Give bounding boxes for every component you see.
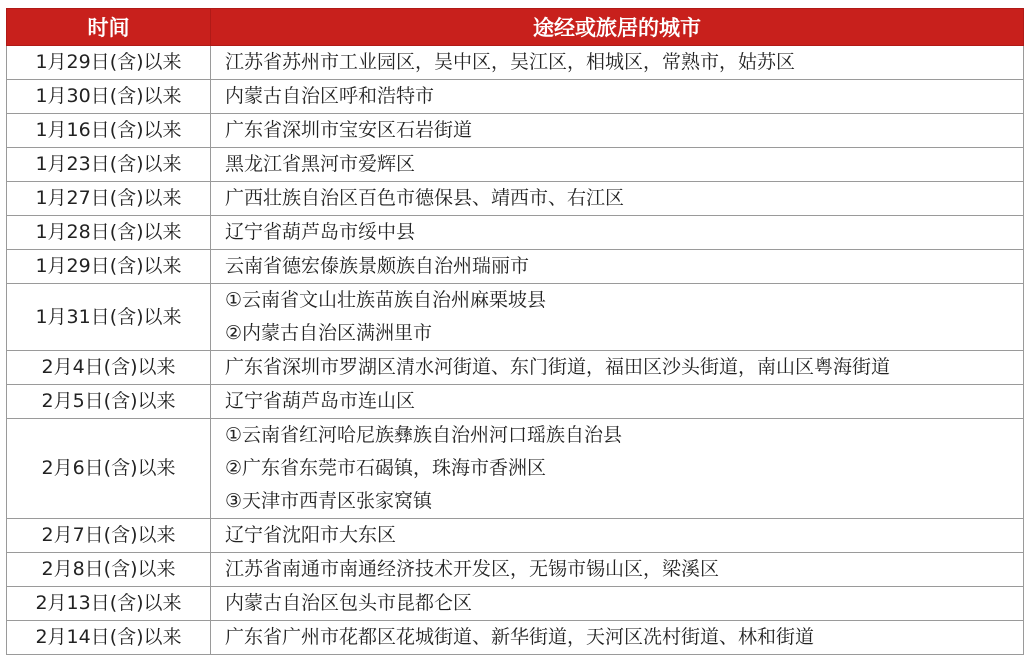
time-cell: 1月27日(含)以来 (7, 182, 211, 216)
city-line: 广东省深圳市宝安区石岩街道 (225, 119, 473, 141)
time-cell: 1月31日(含)以来 (7, 284, 211, 351)
table-row (7, 148, 1024, 182)
time-cell: 2月6日(含)以来 (7, 419, 211, 519)
city-line: ②广东省东莞市石碣镇，珠海市香洲区 (225, 457, 547, 479)
header-city: 途经或旅居的城市 (211, 9, 1024, 46)
table-row (7, 419, 1024, 519)
city-cell (211, 80, 1024, 114)
time-cell: 2月5日(含)以来 (7, 385, 211, 419)
time-cell: 1月23日(含)以来 (7, 148, 211, 182)
table-row (7, 587, 1024, 621)
city-line: 江苏省苏州市工业园区，吴中区，吴江区，相城区，常熟市，姑苏区 (225, 51, 796, 73)
header-time: 时间 (7, 9, 211, 46)
table-row (7, 553, 1024, 587)
table-body (7, 46, 1024, 655)
travel-city-table (6, 8, 1024, 655)
table-row (7, 385, 1024, 419)
table-row (7, 216, 1024, 250)
time-cell: 2月7日(含)以来 (7, 519, 211, 553)
time-cell: 2月14日(含)以来 (7, 621, 211, 655)
city-cell (211, 351, 1024, 385)
table-row (7, 519, 1024, 553)
time-cell: 1月29日(含)以来 (7, 46, 211, 80)
city-line: ①云南省红河哈尼族彝族自治州河口瑶族自治县 (225, 424, 623, 446)
city-line: ②内蒙古自治区满洲里市 (225, 322, 433, 344)
table-row (7, 182, 1024, 216)
table-row (7, 284, 1024, 351)
city-cell (211, 419, 1024, 519)
city-line: 辽宁省沈阳市大东区 (225, 524, 397, 546)
time-cell: 2月8日(含)以来 (7, 553, 211, 587)
table-row (7, 80, 1024, 114)
time-cell: 1月28日(含)以来 (7, 216, 211, 250)
table-row (7, 621, 1024, 655)
table-row (7, 351, 1024, 385)
city-line: 黑龙江省黑河市爱辉区 (225, 153, 416, 175)
city-line: 云南省德宏傣族景颇族自治州瑞丽市 (225, 255, 530, 277)
city-cell (211, 114, 1024, 148)
city-line: 广东省深圳市罗湖区清水河街道、东门街道，福田区沙头街道，南山区粤海街道 (225, 356, 891, 378)
time-cell: 1月16日(含)以来 (7, 114, 211, 148)
city-cell (211, 385, 1024, 419)
city-cell (211, 46, 1024, 80)
city-table-container (6, 8, 1023, 655)
city-line: 江苏省南通市南通经济技术开发区，无锡市锡山区，梁溪区 (225, 558, 720, 580)
table-row (7, 46, 1024, 80)
city-cell (211, 553, 1024, 587)
time-cell: 2月13日(含)以来 (7, 587, 211, 621)
table-header-row (7, 9, 1024, 46)
table-row (7, 250, 1024, 284)
city-line: 内蒙古自治区包头市昆都仑区 (225, 592, 473, 614)
time-cell: 2月4日(含)以来 (7, 351, 211, 385)
city-line: 广西壮族自治区百色市德保县、靖西市、右江区 (225, 187, 625, 209)
city-cell (211, 284, 1024, 351)
city-line: ①云南省文山壮族苗族自治州麻栗坡县 (225, 289, 547, 311)
city-line: 辽宁省葫芦岛市连山区 (225, 390, 416, 412)
city-cell (211, 148, 1024, 182)
city-cell (211, 587, 1024, 621)
city-line: 内蒙古自治区呼和浩特市 (225, 85, 435, 107)
city-cell (211, 182, 1024, 216)
city-line: 广东省广州市花都区花城街道、新华街道，天河区冼村街道、林和街道 (225, 626, 815, 648)
time-cell: 1月30日(含)以来 (7, 80, 211, 114)
time-cell: 1月29日(含)以来 (7, 250, 211, 284)
city-cell (211, 621, 1024, 655)
city-line: ③天津市西青区张家窝镇 (225, 490, 433, 512)
city-cell (211, 519, 1024, 553)
city-cell (211, 250, 1024, 284)
city-cell (211, 216, 1024, 250)
city-line: 辽宁省葫芦岛市绥中县 (225, 221, 416, 243)
table-row (7, 114, 1024, 148)
